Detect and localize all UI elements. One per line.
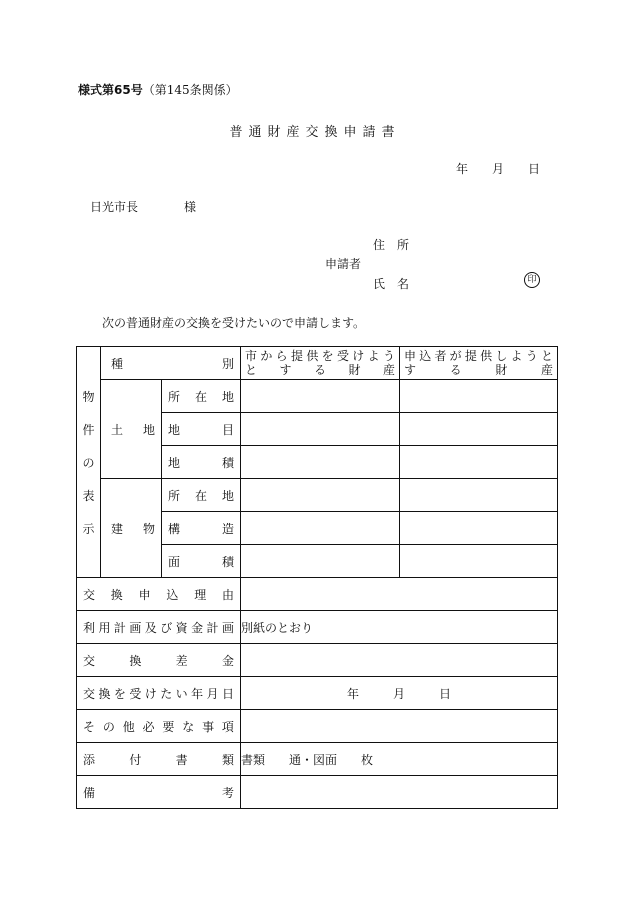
exchange-reason-label [77,578,241,611]
char: た [160,686,173,701]
char: し [495,349,508,363]
seal-mark: 印 [524,272,540,288]
desired-date-input[interactable] [241,677,558,710]
char: 差 [175,653,188,668]
char: 及 [144,620,157,635]
form-number: 様式第65号（第145条関係） [78,83,238,97]
char: 考 [221,785,234,800]
desired-date-year: 年 [346,686,359,701]
exchange-reason-input[interactable] [241,578,558,611]
char: 産 [540,363,553,377]
char: 物 [82,389,95,404]
char: 用 [98,620,111,635]
attachments-value[interactable]: 書類 通・図面 枚 [241,743,558,776]
char: す [279,363,292,377]
usage-plan-label [77,611,241,644]
char: と [540,349,553,363]
char: 付 [129,752,142,767]
char: 類 [221,752,234,767]
char: 市 [245,349,258,363]
name-label: 氏 名 [373,277,410,291]
building-location-city-input[interactable] [241,479,400,512]
char: 提 [290,349,303,363]
char: 月 [206,686,219,701]
land-category-applicant-input[interactable] [400,413,558,446]
char: ら [275,349,288,363]
land-label [101,380,162,479]
city-provided-header [241,347,400,380]
char: か [260,349,273,363]
land-area-label [162,446,241,479]
applicant-provided-header [400,347,558,380]
char: 所 [168,488,181,503]
char: 目 [221,422,234,437]
exchange-diff-label [77,644,241,677]
addressee-mayor: 日光市長 [90,200,139,214]
char: 地 [142,422,155,437]
char: 積 [221,455,234,470]
applicant-label: 申請者 [325,257,362,271]
char: 由 [221,587,234,602]
desired-date-label [77,677,241,710]
building-area-applicant-input[interactable] [400,545,558,578]
char: 計 [113,620,126,635]
char: を [113,686,126,701]
char: 財 [495,363,508,377]
char: 所 [168,389,181,404]
char: 換 [129,653,142,668]
char: 込 [166,587,179,602]
char: う [525,349,538,363]
char: 金 [221,653,234,668]
char: 項 [221,719,234,734]
intro-text: 次の普通財産の交換を受けたいので申請します。 [102,316,366,330]
char: 供 [306,349,319,363]
char: 事 [202,719,215,734]
property-display-cell [77,347,101,578]
char: 供 [480,349,493,363]
char: 地 [221,389,234,404]
char: 換 [110,587,123,602]
char: 書 [175,752,188,767]
char: け [352,349,365,363]
char: る [313,363,326,377]
char: な [182,719,195,734]
char: 換 [98,686,111,701]
char: い [175,686,188,701]
char: 財 [348,363,361,377]
char: 土 [111,422,124,437]
char: よ [367,349,380,363]
property-exchange-table [76,346,558,809]
char: の [82,455,95,470]
date-month-label: 月 [492,162,505,176]
date-year-label: 年 [456,162,469,176]
land-area-applicant-input[interactable] [400,446,558,479]
char: 画 [221,620,234,635]
char: び [160,620,173,635]
char: 資 [175,620,188,635]
char: 別 [221,356,234,371]
char: 他 [122,719,135,734]
char: 計 [206,620,219,635]
char: け [144,686,157,701]
char: 造 [221,521,234,536]
land-category-label [162,413,241,446]
char: 産 [382,363,395,377]
char: 金 [191,620,204,635]
date-day-label: 日 [528,162,541,176]
building-structure-label [162,512,241,545]
char: が [449,349,462,363]
char: 日 [221,686,234,701]
building-structure-city-input[interactable] [241,512,400,545]
char: 添 [83,752,96,767]
page-title: 普通財産交換申請書 [229,125,401,140]
building-structure-applicant-input[interactable] [400,512,558,545]
building-area-city-input[interactable] [241,545,400,578]
char: 受 [129,686,142,701]
char: と [245,363,258,377]
land-location-city-input[interactable] [241,380,400,413]
char: 受 [336,349,349,363]
char: 示 [82,521,95,536]
char: う [382,349,395,363]
desired-date-month: 月 [392,686,405,701]
char: 提 [464,349,477,363]
char: 必 [142,719,155,734]
desired-date-day: 日 [438,686,451,701]
char: 申 [404,349,417,363]
building-location-applicant-input[interactable] [400,479,558,512]
char: 在 [194,488,207,503]
char: す [404,363,417,377]
char: よ [510,349,523,363]
char: 面 [168,554,181,569]
attachments-label [77,743,241,776]
other-items-label [77,710,241,743]
addressee-sama: 様 [184,200,197,214]
char: を [321,349,334,363]
char: の [102,719,115,734]
type-header [101,347,241,380]
char: 交 [83,587,96,602]
char: 建 [111,521,124,536]
building-area-label [162,545,241,578]
address-label: 住 所 [373,238,410,252]
char: 要 [162,719,175,734]
char: 積 [221,554,234,569]
char: 者 [434,349,447,363]
remarks-input[interactable] [241,776,558,809]
char: 交 [83,653,96,668]
building-location-label [162,479,241,512]
char: る [449,363,462,377]
exchange-diff-input[interactable] [241,644,558,677]
remarks-label [77,776,241,809]
usage-plan-value[interactable]: 別紙のとおり [241,611,558,644]
char: 件 [82,422,95,437]
char: 年 [191,686,204,701]
char: 理 [194,587,207,602]
char: 備 [83,785,96,800]
char: 交 [83,686,96,701]
char: 込 [419,349,432,363]
char: 種 [111,356,124,371]
land-category-city-input[interactable] [241,413,400,446]
land-area-city-input[interactable] [241,446,400,479]
char: 画 [129,620,142,635]
char: 地 [168,422,181,437]
char: 構 [168,521,181,536]
char: 地 [168,455,181,470]
building-label [101,479,162,578]
char: 申 [138,587,151,602]
char: 地 [221,488,234,503]
char: 物 [142,521,155,536]
land-location-label [162,380,241,413]
char: 利 [83,620,96,635]
char: 在 [194,389,207,404]
char: 表 [82,488,95,503]
land-location-applicant-input[interactable] [400,380,558,413]
other-items-input[interactable] [241,710,558,743]
char: そ [83,719,96,734]
